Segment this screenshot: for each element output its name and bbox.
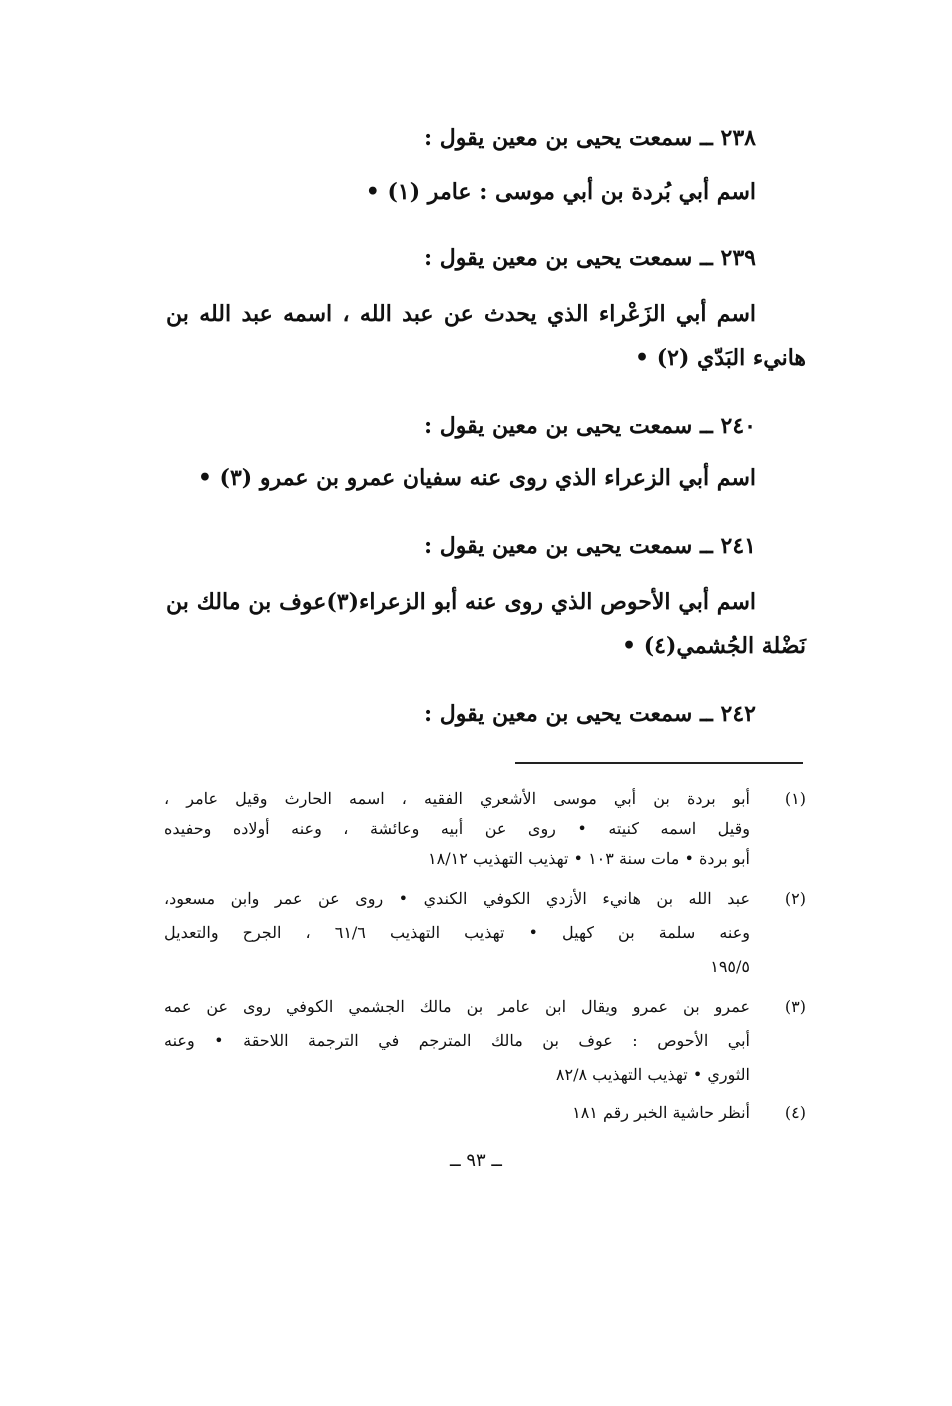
footnote-line: وقيل اسمه كنيته • روى عن أبيه وعائشة ، وعنه أولاده وحفيده [164, 819, 750, 838]
entry-text-line: اسم أبي بُردة بن أبي موسى : عامر (١) • [365, 179, 756, 205]
entry-heading: ٢٤١ ــ سمعت يحيى بن معين يقول : [423, 533, 756, 559]
entry-heading: ٢٤٢ ــ سمعت يحيى بن معين يقول : [423, 701, 756, 727]
footnote-separator [515, 762, 803, 764]
footnote-number: (٣) [784, 997, 806, 1016]
entry-text-line: هانيء البَدّي (٢) • [634, 345, 806, 371]
footnote-number: (٢) [784, 889, 806, 908]
footnote-line: عبد الله بن هانيء الأزدي الكوفي الكندي • روى عن عمر وابن مسعود، [164, 889, 750, 908]
entry-text-line: اسم أبي الزَعْراء الذي يحدث عن عبد الله ، اسمه عبد الله بن [166, 301, 756, 327]
footnote-line: ١٩٥/٥ [710, 957, 750, 976]
entry-heading: ٢٣٨ ــ سمعت يحيى بن معين يقول : [423, 125, 756, 151]
footnote-line: أبي الأحوص : عوف بن مالك المترجم في الترجمة اللاحقة • وعنه [164, 1031, 750, 1050]
footnote-number: (١) [784, 789, 806, 808]
footnote-line: أبو بردة بن أبي موسى الأشعري الفقيه ، اسمه الحارث وقيل عامر ، [164, 789, 750, 808]
entry-heading: ٢٤٠ ــ سمعت يحيى بن معين يقول : [423, 413, 756, 439]
footnote-line: أبو بردة • مات سنة ١٠٣ • تهذيب التهذيب ١٨/١٢ [428, 849, 750, 868]
entry-heading: ٢٣٩ ــ سمعت يحيى بن معين يقول : [423, 245, 756, 271]
footnote-line: وعنه سلمة بن كهيل • تهذيب التهذيب ٦١/٦ ، الجرح والتعديل [164, 923, 751, 942]
page-number: ــ ٩٣ ــ [450, 1150, 502, 1171]
footnote-line: أنظر حاشية الخبر رقم ١٨١ [572, 1103, 750, 1122]
entry-text-line: اسم أبي الزعراء الذي روى عنه سفيان عمرو بن عمرو (٣) • [197, 465, 756, 491]
footnote-line: الثوري • تهذيب التهذيب ٨٢/٨ [555, 1065, 750, 1084]
entry-text-line: نَضْلة الجُشمي(٤) • [621, 633, 806, 659]
footnote-line: عمرو بن عمرو ويقال ابن عامر بن مالك الجشمي الكوفي روى عن عمه [164, 997, 750, 1016]
footnote-number: (٤) [784, 1103, 806, 1122]
entry-text-line: اسم أبي الأحوص الذي روى عنه أبو الزعراء(٣)عوف بن مالك بن [166, 589, 756, 615]
